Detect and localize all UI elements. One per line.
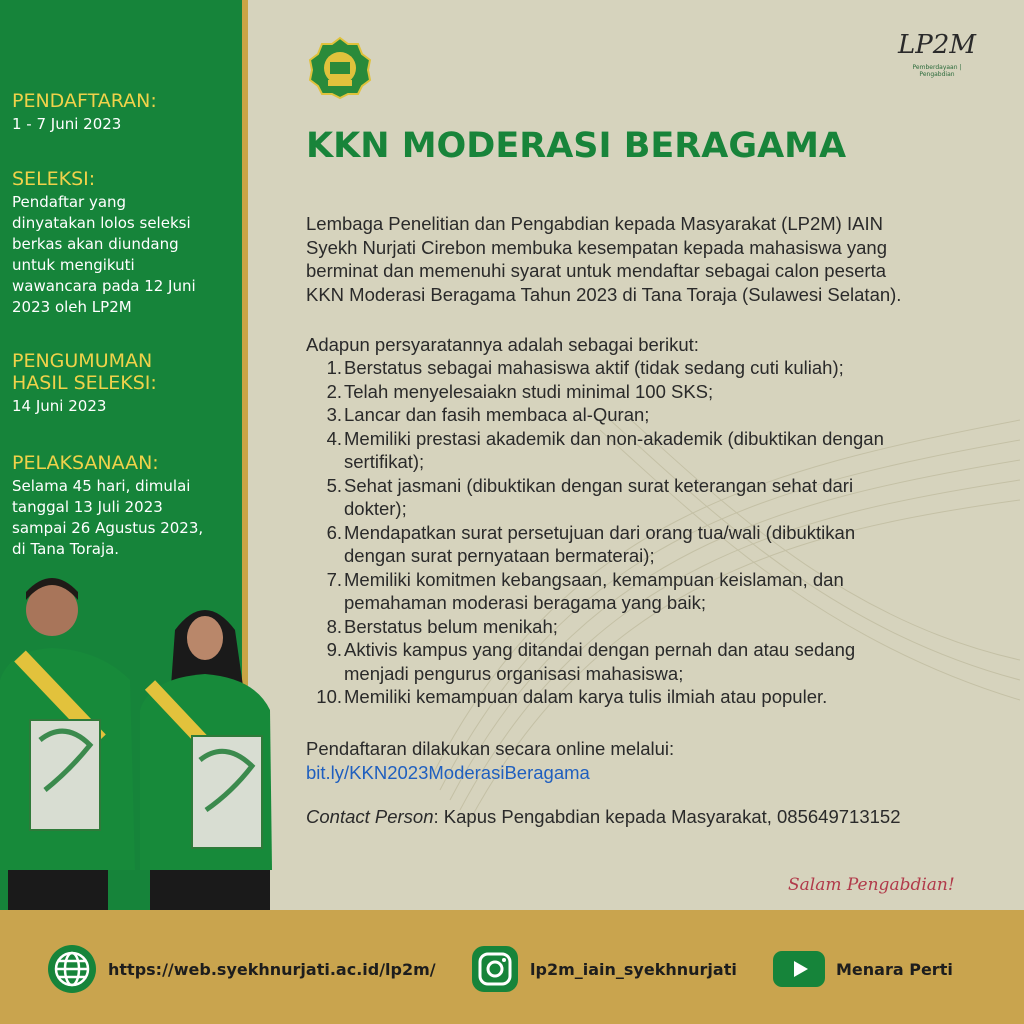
requirement-item <box>306 474 996 521</box>
implementation-heading: PELAKSANAAN: <box>12 452 159 474</box>
footer-website[interactable] <box>46 944 436 994</box>
instagram-handle: lp2m_iain_syekhnurjati <box>530 959 737 979</box>
page-title: KKN MODERASI BERAGAMA <box>306 126 847 166</box>
requirement-number: 6. <box>326 521 342 543</box>
requirement-item <box>306 521 996 568</box>
requirement-item <box>306 356 996 380</box>
registration-link[interactable]: bit.ly/KKN2023ModerasiBeragama <box>306 761 590 783</box>
sidebar-registration <box>12 90 238 135</box>
globe-icon <box>46 943 98 995</box>
lp2m-logo-text: LP2M <box>898 30 976 60</box>
requirements-intro: Adapun persyaratannya adalah sebagai berikut: <box>306 334 699 355</box>
requirement-number: 10. <box>316 686 342 707</box>
requirement-item <box>306 638 996 685</box>
requirement-text: Memiliki prestasi akademik dan non-akademik (dibuktikan dengan sertifikat); <box>344 427 884 472</box>
requirement-text: Aktivis kampus yang ditandai dengan pernah dan atau sedang menjadi pengurus organisasi mahasiswa; <box>344 639 856 684</box>
lp2m-logo <box>896 30 978 96</box>
requirement-item <box>306 685 996 709</box>
requirement-text: Berstatus sebagai mahasiswa aktif (tidak sedang cuti kuliah); <box>344 357 844 378</box>
requirement-number: 8. <box>326 615 342 637</box>
intro-paragraph: Lembaga Penelitian dan Pengabdian kepada Masyarakat (LP2M) IAIN Syekh Nurjati Cirebon membuka kesempatan kepada mahasiswa yang berminat dan memenuhi syarat untuk mendaftar sebagai calon peserta KKN Moderasi Beragama Tahun 2023 di Tana Toraja (Sulawesi Selatan). <box>306 213 902 305</box>
requirement-text: Memiliki komitmen kebangsaan, kemampuan keislaman, dan pemahaman moderasi beragama yang baik; <box>344 568 844 613</box>
requirement-number: 9. <box>326 639 342 660</box>
registration-heading: PENDAFTARAN: <box>12 90 157 112</box>
requirements-list <box>306 356 996 709</box>
requirement-text: Sehat jasmani (dibuktikan dengan surat keterangan sehat dari dokter); <box>344 474 854 519</box>
students-photo <box>0 570 280 910</box>
iain-emblem-logo <box>308 36 372 100</box>
sidebar-selection <box>12 168 238 318</box>
registration-text: Pendaftaran dilakukan secara online melalui: <box>306 738 675 759</box>
requirement-number: 5. <box>326 474 342 496</box>
contact-person <box>306 806 901 828</box>
footer <box>0 910 1024 1024</box>
requirement-number: 4. <box>326 427 342 449</box>
requirement-text: Mendapatkan surat persetujuan dari orang tua/wali (dibuktikan dengan surat pernyataan bermaterai); <box>344 521 856 566</box>
contact-label: Contact Person <box>306 806 434 827</box>
requirement-text: Memiliki kemampuan dalam karya tulis ilmiah atau populer. <box>344 686 828 707</box>
requirement-number: 1. <box>326 357 342 378</box>
requirement-number: 3. <box>326 404 342 425</box>
youtube-channel: Menara Perti <box>836 959 953 979</box>
lp2m-logo-tagline: Pemberdayaan | Pengabdian <box>912 64 962 78</box>
selection-text: Pendaftar yang dinyatakan lolos seleksi berkas akan diundang untuk mengikuti wawancara pada 12 Juni 2023 oleh LP2M <box>12 193 196 316</box>
closing-signature: Salam Pengabdian! <box>788 875 955 895</box>
website-url: https://web.syekhnurjati.ac.id/lp2m/ <box>108 959 436 979</box>
requirement-text: Berstatus belum menikah; <box>344 615 558 637</box>
registration-dates: 1 - 7 Juni 2023 <box>12 115 122 133</box>
requirement-item <box>306 403 996 427</box>
contact-value: : Kapus Pengabdian kepada Masyarakat, 085649713152 <box>433 806 901 827</box>
requirement-number: 7. <box>326 568 342 590</box>
sidebar-announcement <box>12 350 238 417</box>
selection-heading: SELEKSI: <box>12 168 96 190</box>
instagram-icon <box>470 944 520 994</box>
footer-youtube[interactable] <box>772 944 953 994</box>
requirement-item <box>306 427 996 474</box>
footer-instagram[interactable] <box>470 944 737 994</box>
requirement-text: Telah menyelesaiakn studi minimal 100 SKS; <box>344 380 714 402</box>
sidebar-implementation <box>12 452 238 560</box>
requirement-text: Lancar dan fasih membaca al-Quran; <box>344 404 650 425</box>
requirement-number: 2. <box>326 380 342 402</box>
requirement-item <box>306 380 996 404</box>
requirement-item <box>306 615 996 639</box>
implementation-text: Selama 45 hari, dimulai tanggal 13 Juli 2023 sampai 26 Agustus 2023, di Tana Toraja. <box>12 477 204 558</box>
registration-block <box>306 737 674 784</box>
requirement-item <box>306 568 996 615</box>
announcement-date: 14 Juni 2023 <box>12 397 107 415</box>
play-icon <box>772 949 826 989</box>
announcement-heading: PENGUMUMAN HASIL SELEKSI: <box>12 350 157 394</box>
